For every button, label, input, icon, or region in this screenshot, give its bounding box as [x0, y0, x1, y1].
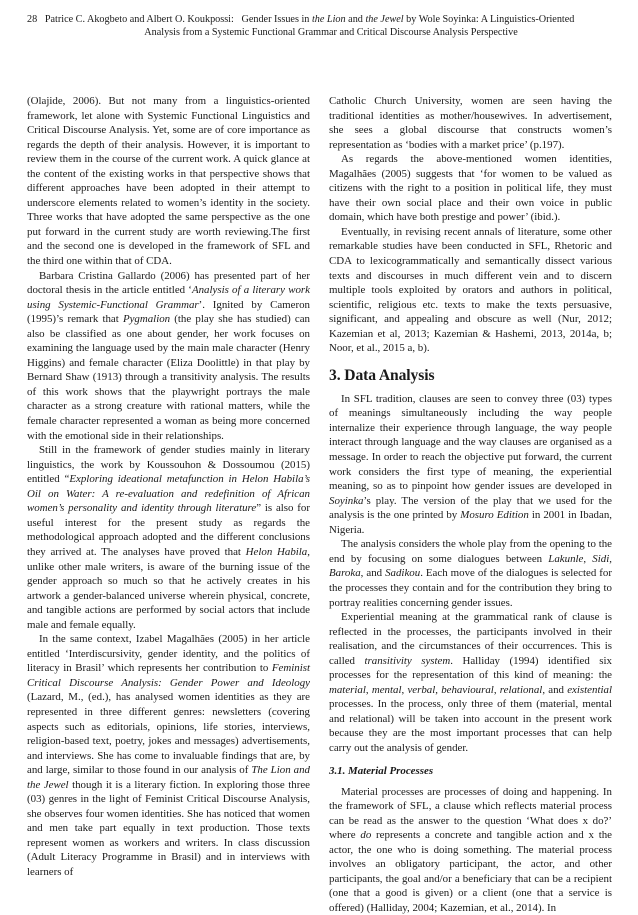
- italic-text: Helon Habila: [245, 545, 308, 558]
- page-number: 28: [27, 14, 38, 25]
- paragraph: As regards the above-mentioned women identities, Magalhães (2005) suggests that ‘for women to be valued as citizens with the right to a position in political life, they must have their own social place and their own voice in public domain, which have both prestige and power’ (ibid.).: [329, 153, 612, 224]
- paragraph-material-processes: [329, 785, 612, 915]
- section-heading: 3. Data Analysis: [329, 366, 435, 384]
- paragraph-magalhaes: [27, 632, 310, 879]
- header-line-2: Analysis from a Systemic Functional Grammar and Critical Discourse Analysis Perspective: [144, 27, 518, 38]
- italic-text: material: [329, 683, 366, 696]
- text: The analysis considers the whole play from the opening to the end by focusing on some dialogues between: [329, 538, 612, 565]
- italic-text: Sidi: [592, 552, 610, 565]
- italic-text: transitivity system: [364, 654, 451, 667]
- text: ,: [583, 552, 593, 565]
- text: ’s play. The version of the play that we used for the analysis is the one printed by: [329, 494, 612, 522]
- left-column: [27, 94, 310, 880]
- text: . Each move of the dialogues is selected for the processes they contain and for the contribution they bring to portray realities concerning gender issues.: [329, 567, 612, 609]
- paragraph-sfl-tradition: [329, 392, 612, 537]
- text: though it is a literary fiction. In exploring those three (03) genres in the light of Feminist Critical Discourse Analysis, she observes four women identities. She has noticed that women and men take part equally in text production. Those texts represent women as workers and writers. In class discussion (Adult Literacy Programme in Brasil) and in interviews with learners of: [27, 778, 310, 878]
- italic-text: mental: [371, 683, 402, 696]
- italic-text: do: [360, 829, 372, 842]
- italic-text: Feminist Critical Discourse Analysis: Gender Power and Ideology: [27, 662, 310, 689]
- text: processes. In the process, only three of them (material, mental and relational) will be taken into account in the present work because they are the most important processes that can help carry out the analysis of gender.: [329, 698, 612, 754]
- text: Material processes are processes of doing and happening. In the framework of SFL, a clause which reflects material process can be read as the answer to the question ‘What does x do?’ where: [329, 785, 612, 842]
- header-line-1: [27, 13, 617, 26]
- italic-text: Pygmalion: [122, 313, 171, 326]
- paragraph-analysis-scope: [329, 537, 612, 610]
- italic-text: existential: [567, 683, 612, 696]
- text: In the same context, Izabel Magalhães (2005) in her article entitled ‘Interdiscursivity, gender identity, and the politics of literacy in Brasil’ which represents her contribution to: [27, 633, 310, 675]
- italic-text: relational: [499, 683, 543, 696]
- text: . Halliday (1994) identified six processes for the representation of this kind of meaning: the: [329, 654, 612, 682]
- text: ,: [401, 683, 408, 696]
- text: ,: [365, 683, 372, 696]
- text: (the play she has studied) can also be classified as one about gender, her work focuses on examining the language used by the main male character (Henry Higgins) and female character (Eliza Doolittle) in that play by Bernard Shaw (1913) through a transitivity analysis. The results of this work shows that the playwright portrays the male character as a strong creature with rational matters, while the female character represented a woman as being more concerned with the emotional side in their relationships.: [27, 313, 310, 442]
- text: Barbara Cristina Gallardo (2006) has presented part of her doctoral thesis in the article entitled ‘: [27, 269, 310, 297]
- text: Still in the framework of gender studies mainly in literary linguistics, the work by Koussouhon & Dossoumou (2015) entitled “: [27, 444, 310, 486]
- text: represents a concrete and tangible action and x the actor, the one who is doing something. The material process involves an obligatory participant, the actor, and other participants, the goal and/or a beneficiary that can be a recipient (one that a good is given) or a client (one that a service is offered) (Halliday, 2004; Kazemian, et al., 2014). In: [329, 829, 612, 914]
- running-header: [27, 13, 617, 39]
- subsection-heading: 3.1. Material Processes: [329, 764, 434, 777]
- header-title: by Wole Soyinka: A Linguistics-Oriented: [403, 14, 575, 25]
- italic-text: verbal: [407, 683, 436, 696]
- text: ,: [493, 683, 500, 696]
- text: , and: [360, 567, 386, 580]
- text: , unlike other male writers, is aware of the burning issue of the gender approach so much so that he actively creates in his artwork a gender-balanced universe wherein physical, concrete, and tangible actions are performed by social actors that include male and female equally.: [27, 545, 310, 631]
- header-title: Gender Issues in: [241, 14, 312, 25]
- paragraph: Eventually, in revising recent annals of literature, some other remarkable studies have been conducted in SFL, Rhetoric and CDA to lexicogrammatically and semantically dissect various texts and discourses in much different vein and to discern multiple tools exploited by orators and authors in political, scientific, religious etc. texts to make the texts persuasive, significant, and appealing and obscure as well (Nur, 2012; Kazemian et al, 2013; Kazemian & Hashemi, 2013, 2014a, b; Noor, et al., 2015 a, b).: [329, 225, 612, 355]
- italic-text: Exploring ideational metafunction in Helon Habila’s Oil on Water: A re-evaluation and redefinition of African women’s personality and identity through literature: [27, 473, 311, 515]
- paragraph-koussouhon: [27, 443, 310, 632]
- text: ,: [435, 683, 442, 696]
- italic-text: The Lion and the Jewel: [27, 764, 310, 791]
- paragraph-gallardo: [27, 269, 310, 444]
- italic-text: Mosuro Edition: [460, 509, 529, 522]
- text: ” is also for useful interest for the present study as regards the methodological approach adopted and the different conclusions they arrived at. The analyses have proved that: [27, 502, 311, 558]
- text: ,: [609, 552, 612, 565]
- italic-text: behavioural: [441, 683, 494, 696]
- text: ’. Ignited by Cameron (1995)’s remark that: [27, 298, 310, 326]
- text: , and: [542, 683, 568, 696]
- paragraph-experiential-meaning: [329, 610, 612, 755]
- text: in 2001 in Ibadan, Nigeria.: [329, 509, 612, 536]
- italic-text: Analysis of a literary work using Systemic-Functional Grammar: [27, 284, 310, 311]
- header-title: and: [345, 14, 366, 25]
- right-column: [329, 94, 612, 915]
- paragraph: (Olajide, 2006). But not many from a linguistics-oriented framework, let alone with Systemic Functional Linguistics and Critical Discourse Analysis. Yet, some are of core importance as regards the depth of their analysis. However, it is important to review them in the course of the current work. A quick glance at the content of the existing works in that perspective shows that different approaches have been adopted in their attempt to underscore elements related to women’s identity in the society. Three works that have adopted the same perspective as the one put forward in the current study are worth reviewing.The first and the second one is developed in the framework of SFL and the third one within that of CDA.: [27, 95, 310, 268]
- italic-text: Lakunle: [548, 552, 584, 565]
- italic-text: Soyinka: [329, 494, 364, 507]
- paragraph: Catholic Church University, women are seen having the traditional identities as mother/housewives. In advertisement, she sees a global discourse that constructs women’s representation as ‘bodies with a market price’ (p.197).: [329, 95, 612, 151]
- text: In SFL tradition, clauses are seen to convey three (03) types of meanings simultaneously including the way people internalize their experience through language, the way people interact through language and the way clauses are organised as a message. In order to reach the objective put forward, the current work considers the first type of meaning, the experiential meaning, so as to pinpoint how gender issues are developed in: [329, 392, 612, 493]
- header-title-italic: the Jewel: [365, 14, 404, 25]
- italic-text: Baroka: [329, 567, 361, 580]
- header-authors: Patrice C. Akogbeto and Albert O. Koukpossi:: [44, 14, 234, 25]
- header-title-italic: the Lion: [311, 14, 346, 25]
- text: Experiential meaning at the grammatical rank of clause is reflected in the processes, the participants involved in their realisation, and the circumstances of their occurrences. This is called: [329, 611, 612, 667]
- text: (Lazard, M., (ed.), has analysed women identities as they are represented in three different genres: newsletters (covering aspects such as editorials, opinions, life stories, interviews, religion-based text, poetry, jokes and messages) advertisements, and interviews. She has come to invaluable findings that are, by and large, similar to those found in our analysis of: [27, 691, 310, 777]
- italic-text: Sadikou: [385, 567, 421, 580]
